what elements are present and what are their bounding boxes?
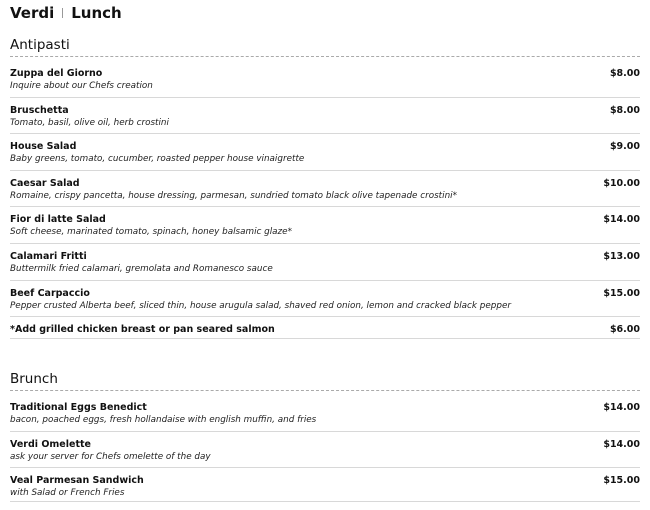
- section-title-brunch: Brunch: [10, 371, 640, 391]
- item-price: $8.00: [609, 68, 640, 79]
- menu-item: [10, 281, 640, 317]
- item-name: Beef Carpaccio: [10, 288, 90, 299]
- item-description: Baby greens, tomato, cucumber, roasted pepper house vinaigrette: [10, 154, 305, 164]
- item-price: $6.00: [609, 324, 640, 335]
- item-name: Verdi Omelette: [10, 439, 91, 450]
- item-price: $13.00: [603, 251, 640, 262]
- item-price: $10.00: [603, 178, 640, 189]
- item-name: Traditional Eggs Benedict: [10, 402, 147, 413]
- section-title-antipasti: Antipasti: [10, 37, 640, 57]
- item-description: Pepper crusted Alberta beef, sliced thin, house arugula salad, shaved red onion, lemon and cracked black pepper: [10, 301, 511, 311]
- item-description: Inquire about our Chefs creation: [10, 81, 153, 91]
- item-name: Veal Parmesan Sandwich: [10, 475, 144, 486]
- menu-item: [10, 468, 640, 502]
- item-description: Tomato, basil, olive oil, herb crostini: [10, 118, 169, 128]
- menu-item: [10, 98, 640, 134]
- item-name: Zuppa del Giorno: [10, 68, 103, 79]
- item-description: with Salad or French Fries: [10, 488, 125, 498]
- item-name: *Add grilled chicken breast or pan seared salmon: [10, 324, 275, 335]
- item-price: $14.00: [603, 214, 640, 225]
- title-divider: [62, 8, 63, 18]
- menu-item: [10, 207, 640, 244]
- menu-item: [10, 244, 640, 281]
- menu-name: Lunch: [71, 4, 122, 22]
- item-description: bacon, poached eggs, fresh hollandaise with english muffin, and fries: [10, 415, 317, 425]
- menu-item: [10, 61, 640, 98]
- menu-item: [10, 134, 640, 171]
- restaurant-name: Verdi: [10, 4, 55, 22]
- item-price: $14.00: [603, 439, 640, 450]
- menu-item-addon: [10, 317, 640, 339]
- item-price: $8.00: [609, 105, 640, 116]
- item-name: Bruschetta: [10, 105, 69, 116]
- item-name: Fior di latte Salad: [10, 214, 106, 225]
- item-name: House Salad: [10, 141, 77, 152]
- item-price: $15.00: [603, 475, 640, 486]
- item-price: $9.00: [609, 141, 640, 152]
- item-description: Romaine, crispy pancetta, house dressing, parmesan, sundried tomato black olive tapenade crostini*: [10, 191, 457, 201]
- item-price: $14.00: [603, 402, 640, 413]
- item-description: ask your server for Chefs omelette of the day: [10, 452, 211, 462]
- menu-item: [10, 171, 640, 207]
- item-price: $15.00: [603, 288, 640, 299]
- menu-item: [10, 395, 640, 432]
- menu-item: [10, 432, 640, 468]
- item-name: Caesar Salad: [10, 178, 80, 189]
- item-description: Buttermilk fried calamari, gremolata and Romanesco sauce: [10, 264, 273, 274]
- item-description: Soft cheese, marinated tomato, spinach, honey balsamic glaze*: [10, 227, 292, 237]
- page-title: [10, 3, 122, 23]
- item-name: Calamari Fritti: [10, 251, 87, 262]
